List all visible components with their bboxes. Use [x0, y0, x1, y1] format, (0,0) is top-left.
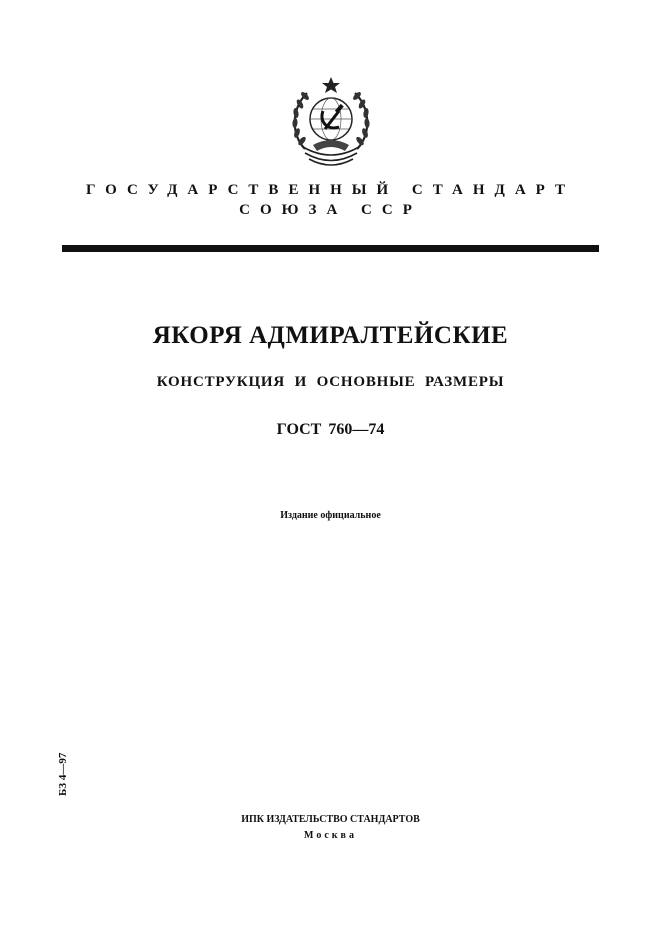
- publisher-city: Москва: [304, 830, 357, 841]
- gost-number: ГОСТ 760—74: [276, 421, 385, 438]
- state-emblem-icon: [283, 75, 379, 171]
- horizontal-rule: [62, 245, 599, 252]
- edition-note: Издание официальное: [280, 510, 381, 521]
- standard-heading-line1: ГОСУДАРСТВЕННЫЙ СТАНДАРТ: [85, 182, 576, 198]
- document-title: ЯКОРЯ АДМИРАЛТЕЙСКИЕ: [152, 322, 509, 349]
- document-subtitle: КОНСТРУКЦИЯ И ОСНОВНЫЕ РАЗМЕРЫ: [156, 374, 505, 390]
- standard-heading-line2: СОЮЗА ССР: [239, 202, 422, 218]
- publisher-name: ИПК ИЗДАТЕЛЬСТВО СТАНДАРТОВ: [241, 814, 420, 825]
- side-code: БЗ 4—97: [57, 752, 69, 796]
